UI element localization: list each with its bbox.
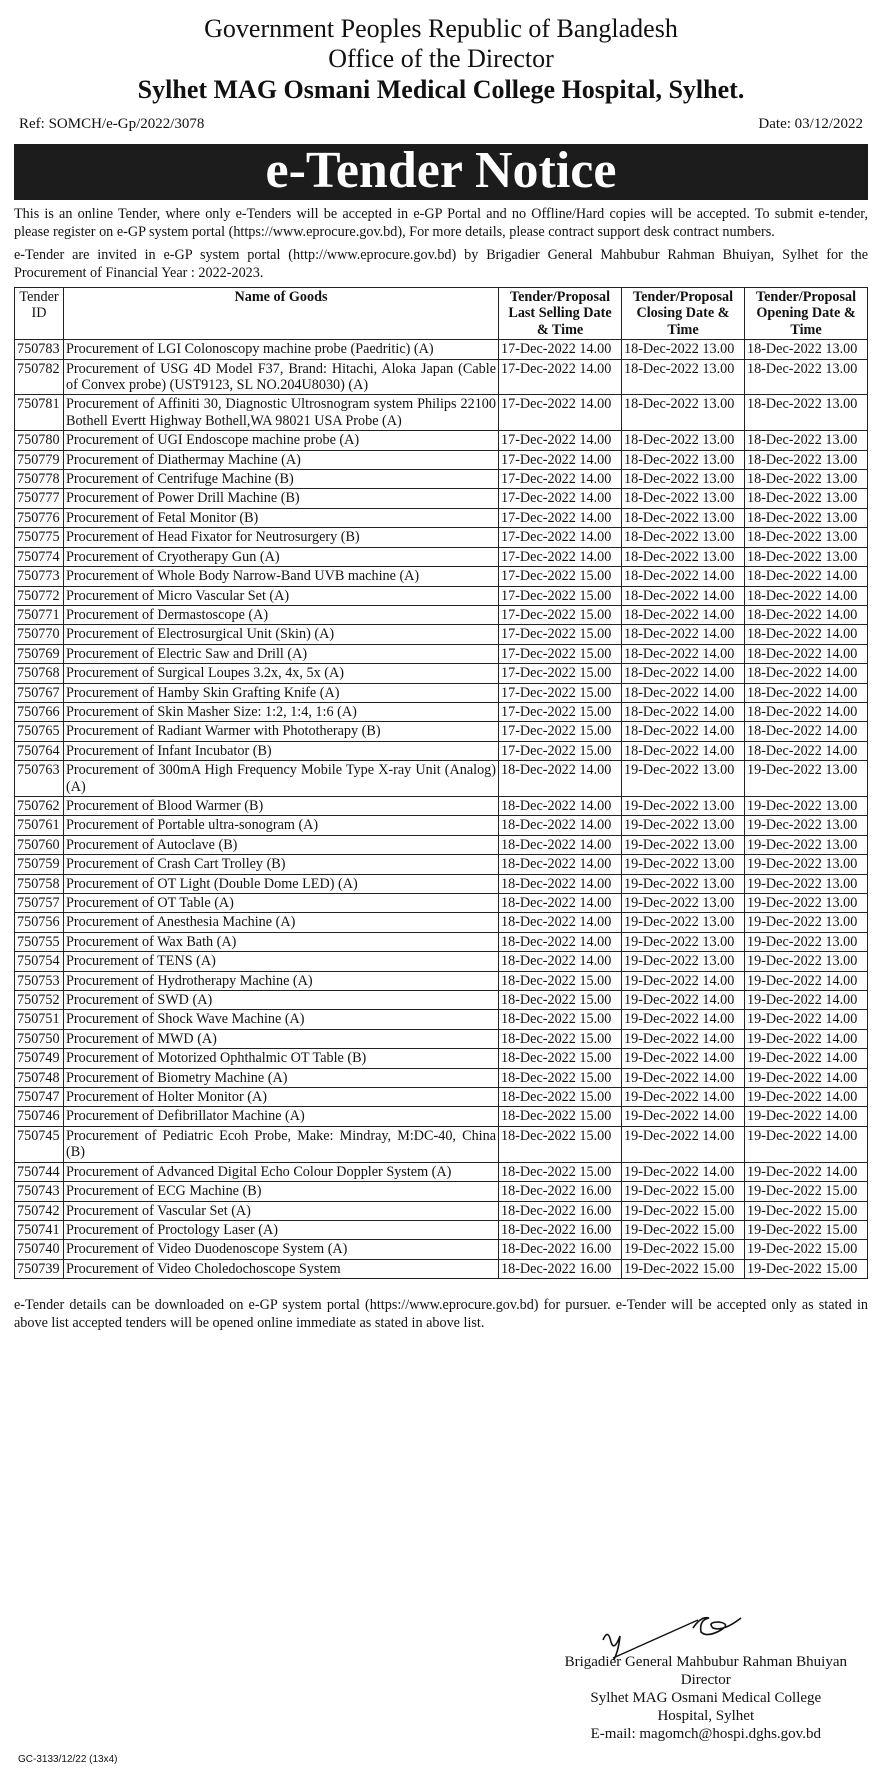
- tender-id-cell: 750741: [15, 1220, 64, 1239]
- last-selling-cell: 17-Dec-2022 14.00: [499, 431, 622, 450]
- tender-id-cell: 750777: [15, 489, 64, 508]
- tender-id-cell: 750762: [15, 796, 64, 815]
- table-row: [15, 450, 868, 469]
- opening-cell: 18-Dec-2022 13.00: [745, 450, 868, 469]
- tender-id-cell: 750775: [15, 528, 64, 547]
- closing-cell: 19-Dec-2022 15.00: [622, 1201, 745, 1220]
- last-selling-cell: 18-Dec-2022 14.00: [499, 796, 622, 815]
- goods-name-cell: Procurement of OT Light (Double Dome LED) (A): [64, 874, 499, 893]
- goods-name-cell: Procurement of Skin Masher Size: 1:2, 1:4, 1:6 (A): [64, 702, 499, 721]
- closing-cell: 18-Dec-2022 14.00: [622, 644, 745, 663]
- last-selling-cell: 17-Dec-2022 15.00: [499, 644, 622, 663]
- goods-name-cell: Procurement of MWD (A): [64, 1029, 499, 1048]
- opening-cell: 19-Dec-2022 14.00: [745, 1010, 868, 1029]
- opening-cell: 19-Dec-2022 14.00: [745, 971, 868, 990]
- last-selling-cell: 18-Dec-2022 16.00: [499, 1201, 622, 1220]
- last-selling-cell: 17-Dec-2022 15.00: [499, 683, 622, 702]
- closing-cell: 18-Dec-2022 14.00: [622, 567, 745, 586]
- last-selling-cell: 17-Dec-2022 15.00: [499, 664, 622, 683]
- tender-id-cell: 750752: [15, 991, 64, 1010]
- last-selling-cell: 17-Dec-2022 14.00: [499, 508, 622, 527]
- closing-cell: 19-Dec-2022 13.00: [622, 952, 745, 971]
- goods-name-cell: Procurement of Video Choledochoscope System: [64, 1259, 499, 1278]
- opening-cell: 18-Dec-2022 14.00: [745, 664, 868, 683]
- last-selling-cell: 18-Dec-2022 16.00: [499, 1182, 622, 1201]
- last-selling-cell: 18-Dec-2022 16.00: [499, 1259, 622, 1278]
- table-row: [15, 1029, 868, 1048]
- tender-id-cell: 750742: [15, 1201, 64, 1220]
- closing-cell: 19-Dec-2022 15.00: [622, 1182, 745, 1201]
- table-row: [15, 816, 868, 835]
- opening-cell: 18-Dec-2022 13.00: [745, 528, 868, 547]
- goods-name-cell: Procurement of Holter Monitor (A): [64, 1088, 499, 1107]
- opening-cell: 18-Dec-2022 13.00: [745, 359, 868, 395]
- opening-cell: 19-Dec-2022 15.00: [745, 1201, 868, 1220]
- table-row: [15, 431, 868, 450]
- goods-name-cell: Procurement of USG 4D Model F37, Brand: Hitachi, Aloka Japan (Cable of Convex probe) (UST9123, SL NO.204U8030) (A): [64, 359, 499, 395]
- closing-cell: 18-Dec-2022 14.00: [622, 586, 745, 605]
- table-row: [15, 489, 868, 508]
- last-selling-cell: 17-Dec-2022 15.00: [499, 702, 622, 721]
- signatory-name: Brigadier General Mahbubur Rahman Bhuiyan: [564, 1654, 847, 1670]
- closing-cell: 19-Dec-2022 13.00: [622, 796, 745, 815]
- table-row: [15, 1240, 868, 1259]
- last-selling-cell: 18-Dec-2022 15.00: [499, 1068, 622, 1087]
- opening-cell: 19-Dec-2022 13.00: [745, 894, 868, 913]
- table-row: [15, 991, 868, 1010]
- last-selling-cell: 17-Dec-2022 14.00: [499, 470, 622, 489]
- goods-name-cell: Procurement of Micro Vascular Set (A): [64, 586, 499, 605]
- table-row: [15, 952, 868, 971]
- tender-id-cell: 750750: [15, 1029, 64, 1048]
- goods-name-cell: Procurement of Crash Cart Trolley (B): [64, 855, 499, 874]
- tender-id-cell: 750772: [15, 586, 64, 605]
- closing-cell: 19-Dec-2022 14.00: [622, 1029, 745, 1048]
- opening-cell: 19-Dec-2022 15.00: [745, 1240, 868, 1259]
- last-selling-cell: 18-Dec-2022 14.00: [499, 913, 622, 932]
- notice-banner: e-Tender Notice: [14, 144, 868, 200]
- table-row: [15, 932, 868, 951]
- last-selling-cell: 18-Dec-2022 15.00: [499, 1162, 622, 1181]
- goods-name-cell: Procurement of OT Table (A): [64, 894, 499, 913]
- closing-cell: 18-Dec-2022 13.00: [622, 508, 745, 527]
- closing-cell: 18-Dec-2022 14.00: [622, 605, 745, 624]
- goods-name-cell: Procurement of Proctology Laser (A): [64, 1220, 499, 1239]
- last-selling-cell: 18-Dec-2022 14.00: [499, 952, 622, 971]
- table-row: [15, 644, 868, 663]
- table-row: [15, 855, 868, 874]
- closing-cell: 19-Dec-2022 13.00: [622, 874, 745, 893]
- opening-cell: 18-Dec-2022 13.00: [745, 395, 868, 431]
- goods-name-cell: Procurement of Defibrillator Machine (A): [64, 1107, 499, 1126]
- closing-cell: 18-Dec-2022 14.00: [622, 741, 745, 760]
- goods-name-cell: Procurement of TENS (A): [64, 952, 499, 971]
- tender-id-cell: 750779: [15, 450, 64, 469]
- last-selling-cell: 17-Dec-2022 14.00: [499, 450, 622, 469]
- table-row: [15, 359, 868, 395]
- closing-cell: 19-Dec-2022 13.00: [622, 913, 745, 932]
- tender-id-cell: 750745: [15, 1126, 64, 1162]
- last-selling-cell: 17-Dec-2022 14.00: [499, 489, 622, 508]
- goods-name-cell: Procurement of 300mA High Frequency Mobile Type X-ray Unit (Analog) (A): [64, 761, 499, 797]
- closing-cell: 18-Dec-2022 14.00: [622, 683, 745, 702]
- goods-name-cell: Procurement of Whole Body Narrow-Band UVB machine (A): [64, 567, 499, 586]
- closing-cell: 19-Dec-2022 13.00: [622, 835, 745, 854]
- opening-cell: 19-Dec-2022 13.00: [745, 761, 868, 797]
- tender-id-cell: 750747: [15, 1088, 64, 1107]
- last-selling-cell: 18-Dec-2022 15.00: [499, 1029, 622, 1048]
- last-selling-cell: 17-Dec-2022 14.00: [499, 340, 622, 359]
- table-row: [15, 722, 868, 741]
- opening-cell: 19-Dec-2022 14.00: [745, 1126, 868, 1162]
- goods-name-cell: Procurement of Dermastoscope (A): [64, 605, 499, 624]
- header-opening: Tender/Proposal Opening Date & Time: [745, 288, 868, 340]
- header-closing: Tender/Proposal Closing Date & Time: [622, 288, 745, 340]
- table-row: [15, 761, 868, 797]
- opening-cell: 19-Dec-2022 13.00: [745, 913, 868, 932]
- opening-cell: 19-Dec-2022 13.00: [745, 932, 868, 951]
- tender-id-cell: 750776: [15, 508, 64, 527]
- intro-paragraph: This is an online Tender, where only e-Tenders will be accepted in e-GP Portal and no Offline/Hard copies will be accepted. To submit e-tender, please register on e-GP system portal (https://www.eprocure.gov.bd), For more details, please contract support desk contract numbers.: [14, 206, 868, 240]
- closing-cell: 18-Dec-2022 13.00: [622, 528, 745, 547]
- closing-cell: 19-Dec-2022 14.00: [622, 1068, 745, 1087]
- table-row: [15, 683, 868, 702]
- last-selling-cell: 18-Dec-2022 15.00: [499, 1088, 622, 1107]
- table-row: [15, 395, 868, 431]
- goods-name-cell: Procurement of Vascular Set (A): [64, 1201, 499, 1220]
- goods-name-cell: Procurement of Blood Warmer (B): [64, 796, 499, 815]
- opening-cell: 19-Dec-2022 13.00: [745, 835, 868, 854]
- last-selling-cell: 18-Dec-2022 16.00: [499, 1220, 622, 1239]
- closing-cell: 18-Dec-2022 14.00: [622, 625, 745, 644]
- tender-id-cell: 750763: [15, 761, 64, 797]
- last-selling-cell: 17-Dec-2022 14.00: [499, 395, 622, 431]
- table-row: [15, 894, 868, 913]
- opening-cell: 19-Dec-2022 15.00: [745, 1220, 868, 1239]
- last-selling-cell: 17-Dec-2022 15.00: [499, 722, 622, 741]
- table-row: [15, 796, 868, 815]
- goods-name-cell: Procurement of Video Duodenoscope System (A): [64, 1240, 499, 1259]
- goods-name-cell: Procurement of Advanced Digital Echo Colour Doppler System (A): [64, 1162, 499, 1181]
- tender-id-cell: 750758: [15, 874, 64, 893]
- closing-cell: 18-Dec-2022 14.00: [622, 722, 745, 741]
- last-selling-cell: 18-Dec-2022 15.00: [499, 1010, 622, 1029]
- tender-id-cell: 750781: [15, 395, 64, 431]
- tender-table: [14, 287, 868, 1279]
- opening-cell: 19-Dec-2022 14.00: [745, 1162, 868, 1181]
- opening-cell: 19-Dec-2022 14.00: [745, 1029, 868, 1048]
- table-row: [15, 547, 868, 566]
- tender-id-cell: 750740: [15, 1240, 64, 1259]
- table-row: [15, 567, 868, 586]
- closing-cell: 19-Dec-2022 13.00: [622, 761, 745, 797]
- tender-id-cell: 750757: [15, 894, 64, 913]
- goods-name-cell: Procurement of Centrifuge Machine (B): [64, 470, 499, 489]
- last-selling-cell: 17-Dec-2022 15.00: [499, 625, 622, 644]
- closing-cell: 19-Dec-2022 14.00: [622, 1088, 745, 1107]
- table-row: [15, 835, 868, 854]
- table-row: [15, 702, 868, 721]
- opening-cell: 19-Dec-2022 13.00: [745, 855, 868, 874]
- header-tender-id: Tender ID: [15, 288, 64, 340]
- opening-cell: 18-Dec-2022 14.00: [745, 722, 868, 741]
- goods-name-cell: Procurement of Electrosurgical Unit (Skin) (A): [64, 625, 499, 644]
- goods-name-cell: Procurement of Hydrotherapy Machine (A): [64, 971, 499, 990]
- opening-cell: 18-Dec-2022 13.00: [745, 431, 868, 450]
- closing-cell: 18-Dec-2022 14.00: [622, 702, 745, 721]
- tender-id-cell: 750782: [15, 359, 64, 395]
- tender-id-cell: 750746: [15, 1107, 64, 1126]
- notice-date: Date: 03/12/2022: [758, 116, 863, 132]
- government-title: Government Peoples Republic of Bangladesh: [204, 14, 678, 43]
- opening-cell: 18-Dec-2022 14.00: [745, 605, 868, 624]
- hospital-title: Sylhet MAG Osmani Medical College Hospital, Sylhet.: [137, 75, 745, 104]
- closing-cell: 19-Dec-2022 13.00: [622, 855, 745, 874]
- last-selling-cell: 18-Dec-2022 14.00: [499, 874, 622, 893]
- opening-cell: 18-Dec-2022 14.00: [745, 644, 868, 663]
- goods-name-cell: Procurement of Radiant Warmer with Phototherapy (B): [64, 722, 499, 741]
- invitation-paragraph: e-Tender are invited in e-GP system portal (http://www.eprocure.gov.bd) by Brigadier General Mahbubur Rahman Bhuiyan, Sylhet for the Procurement of Financial Year : 2022-2023.: [14, 247, 868, 281]
- table-row: [15, 625, 868, 644]
- closing-cell: 19-Dec-2022 13.00: [622, 932, 745, 951]
- closing-cell: 19-Dec-2022 15.00: [622, 1259, 745, 1278]
- opening-cell: 18-Dec-2022 14.00: [745, 567, 868, 586]
- table-row: [15, 508, 868, 527]
- tender-id-cell: 750767: [15, 683, 64, 702]
- table-row: [15, 1201, 868, 1220]
- table-body: [15, 340, 868, 1279]
- tender-id-cell: 750764: [15, 741, 64, 760]
- signature-block: [565, 1653, 847, 1743]
- signatory-org: Sylhet MAG Osmani Medical College: [590, 1690, 822, 1706]
- tender-id-cell: 750783: [15, 340, 64, 359]
- opening-cell: 18-Dec-2022 13.00: [745, 470, 868, 489]
- goods-name-cell: Procurement of Electric Saw and Drill (A): [64, 644, 499, 663]
- opening-cell: 19-Dec-2022 15.00: [745, 1182, 868, 1201]
- closing-cell: 18-Dec-2022 13.00: [622, 450, 745, 469]
- opening-cell: 18-Dec-2022 14.00: [745, 625, 868, 644]
- last-selling-cell: 18-Dec-2022 14.00: [499, 761, 622, 797]
- opening-cell: 19-Dec-2022 15.00: [745, 1259, 868, 1278]
- last-selling-cell: 17-Dec-2022 15.00: [499, 605, 622, 624]
- closing-cell: 19-Dec-2022 14.00: [622, 1126, 745, 1162]
- table-row: [15, 605, 868, 624]
- tender-id-cell: 750780: [15, 431, 64, 450]
- goods-name-cell: Procurement of Fetal Monitor (B): [64, 508, 499, 527]
- tender-id-cell: 750761: [15, 816, 64, 835]
- opening-cell: 19-Dec-2022 14.00: [745, 1049, 868, 1068]
- table-row: [15, 1107, 868, 1126]
- tender-id-cell: 750766: [15, 702, 64, 721]
- opening-cell: 18-Dec-2022 14.00: [745, 702, 868, 721]
- table-row: [15, 1220, 868, 1239]
- goods-name-cell: Procurement of Hamby Skin Grafting Knife (A): [64, 683, 499, 702]
- letterhead: [14, 14, 868, 106]
- signatory-title: Director: [680, 1672, 731, 1688]
- closing-cell: 18-Dec-2022 13.00: [622, 340, 745, 359]
- last-selling-cell: 18-Dec-2022 15.00: [499, 971, 622, 990]
- header-last-selling: Tender/Proposal Last Selling Date & Time: [499, 288, 622, 340]
- closing-cell: 19-Dec-2022 14.00: [622, 991, 745, 1010]
- signature-mark: [508, 1600, 848, 1660]
- opening-cell: 19-Dec-2022 14.00: [745, 1088, 868, 1107]
- last-selling-cell: 18-Dec-2022 15.00: [499, 1049, 622, 1068]
- tender-id-cell: 750743: [15, 1182, 64, 1201]
- goods-name-cell: Procurement of Surgical Loupes 3.2x, 4x, 5x (A): [64, 664, 499, 683]
- tender-id-cell: 750756: [15, 913, 64, 932]
- tender-id-cell: 750753: [15, 971, 64, 990]
- table-row: [15, 1162, 868, 1181]
- closing-cell: 19-Dec-2022 13.00: [622, 894, 745, 913]
- goods-name-cell: Procurement of Wax Bath (A): [64, 932, 499, 951]
- opening-cell: 19-Dec-2022 13.00: [745, 874, 868, 893]
- last-selling-cell: 17-Dec-2022 14.00: [499, 528, 622, 547]
- goods-name-cell: Procurement of UGI Endoscope machine probe (A): [64, 431, 499, 450]
- opening-cell: 19-Dec-2022 13.00: [745, 816, 868, 835]
- closing-cell: 18-Dec-2022 13.00: [622, 470, 745, 489]
- table-row: [15, 664, 868, 683]
- table-row: [15, 586, 868, 605]
- tender-id-cell: 750744: [15, 1162, 64, 1181]
- last-selling-cell: 18-Dec-2022 15.00: [499, 1126, 622, 1162]
- table-row: [15, 971, 868, 990]
- goods-name-cell: Procurement of Pediatric Ecoh Probe, Make: Mindray, M:DC-40, China (B): [64, 1126, 499, 1162]
- last-selling-cell: 18-Dec-2022 15.00: [499, 1107, 622, 1126]
- table-row: [15, 1259, 868, 1278]
- last-selling-cell: 18-Dec-2022 14.00: [499, 835, 622, 854]
- tender-id-cell: 750760: [15, 835, 64, 854]
- closing-cell: 19-Dec-2022 14.00: [622, 1162, 745, 1181]
- goods-name-cell: Procurement of Infant Incubator (B): [64, 741, 499, 760]
- reference-number: Ref: SOMCH/e-Gp/2022/3078: [19, 116, 205, 132]
- closing-cell: 19-Dec-2022 14.00: [622, 1049, 745, 1068]
- table-row: [15, 874, 868, 893]
- last-selling-cell: 18-Dec-2022 14.00: [499, 855, 622, 874]
- last-selling-cell: 17-Dec-2022 15.00: [499, 586, 622, 605]
- tender-id-cell: 750759: [15, 855, 64, 874]
- goods-name-cell: Procurement of ECG Machine (B): [64, 1182, 499, 1201]
- opening-cell: 19-Dec-2022 13.00: [745, 952, 868, 971]
- tender-id-cell: 750770: [15, 625, 64, 644]
- goods-name-cell: Procurement of LGI Colonoscopy machine probe (Paedritic) (A): [64, 340, 499, 359]
- last-selling-cell: 17-Dec-2022 15.00: [499, 567, 622, 586]
- goods-name-cell: Procurement of Diathermay Machine (A): [64, 450, 499, 469]
- goods-name-cell: Procurement of Motorized Ophthalmic OT Table (B): [64, 1049, 499, 1068]
- tender-id-cell: 750773: [15, 567, 64, 586]
- closing-cell: 18-Dec-2022 13.00: [622, 359, 745, 395]
- last-selling-cell: 18-Dec-2022 14.00: [499, 932, 622, 951]
- tender-id-cell: 750778: [15, 470, 64, 489]
- signatory-org-location: Hospital, Sylhet: [657, 1708, 755, 1724]
- last-selling-cell: 17-Dec-2022 14.00: [499, 547, 622, 566]
- table-row: [15, 528, 868, 547]
- goods-name-cell: Procurement of Shock Wave Machine (A): [64, 1010, 499, 1029]
- closing-cell: 19-Dec-2022 14.00: [622, 971, 745, 990]
- last-selling-cell: 17-Dec-2022 15.00: [499, 741, 622, 760]
- table-row: [15, 1088, 868, 1107]
- goods-name-cell: Procurement of Power Drill Machine (B): [64, 489, 499, 508]
- opening-cell: 18-Dec-2022 13.00: [745, 508, 868, 527]
- office-title: Office of the Director: [328, 44, 554, 73]
- closing-cell: 18-Dec-2022 13.00: [622, 431, 745, 450]
- last-selling-cell: 18-Dec-2022 14.00: [499, 816, 622, 835]
- tender-id-cell: 750755: [15, 932, 64, 951]
- opening-cell: 18-Dec-2022 13.00: [745, 489, 868, 508]
- opening-cell: 19-Dec-2022 14.00: [745, 991, 868, 1010]
- closing-cell: 19-Dec-2022 14.00: [622, 1010, 745, 1029]
- reference-row: [19, 116, 863, 138]
- opening-cell: 19-Dec-2022 14.00: [745, 1107, 868, 1126]
- last-selling-cell: 18-Dec-2022 16.00: [499, 1240, 622, 1259]
- table-row: [15, 1126, 868, 1162]
- opening-cell: 18-Dec-2022 14.00: [745, 586, 868, 605]
- last-selling-cell: 17-Dec-2022 14.00: [499, 359, 622, 395]
- closing-cell: 19-Dec-2022 13.00: [622, 816, 745, 835]
- closing-cell: 18-Dec-2022 13.00: [622, 395, 745, 431]
- last-selling-cell: 18-Dec-2022 14.00: [499, 894, 622, 913]
- goods-name-cell: Procurement of Affiniti 30, Diagnostic Ultrosnogram system Philips 22100 Bothell Evertt Highway Bothell,WA 98021 USA Probe (A): [64, 395, 499, 431]
- closing-cell: 19-Dec-2022 15.00: [622, 1240, 745, 1259]
- table-header-row: [15, 288, 868, 340]
- opening-cell: 19-Dec-2022 13.00: [745, 796, 868, 815]
- opening-cell: 18-Dec-2022 13.00: [745, 547, 868, 566]
- tender-id-cell: 750774: [15, 547, 64, 566]
- table-row: [15, 340, 868, 359]
- table-row: [15, 1068, 868, 1087]
- tender-id-cell: 750768: [15, 664, 64, 683]
- goods-name-cell: Procurement of Anesthesia Machine (A): [64, 913, 499, 932]
- last-selling-cell: 18-Dec-2022 15.00: [499, 991, 622, 1010]
- opening-cell: 18-Dec-2022 14.00: [745, 741, 868, 760]
- table-row: [15, 913, 868, 932]
- opening-cell: 19-Dec-2022 14.00: [745, 1068, 868, 1087]
- closing-cell: 18-Dec-2022 13.00: [622, 547, 745, 566]
- footer-paragraph: e-Tender details can be downloaded on e-GP system portal (https://www.eprocure.gov.bd) for pursuer. e-Tender will be accepted only as stated in above list accepted tenders will be opened online immediate as stated in above list.: [14, 1297, 868, 1331]
- tender-id-cell: 750771: [15, 605, 64, 624]
- table-row: [15, 1010, 868, 1029]
- table-row: [15, 1182, 868, 1201]
- tender-id-cell: 750769: [15, 644, 64, 663]
- gc-code: GC-3133/12/22 (13x4): [18, 1754, 118, 1765]
- opening-cell: 18-Dec-2022 14.00: [745, 683, 868, 702]
- goods-name-cell: Procurement of Cryotherapy Gun (A): [64, 547, 499, 566]
- closing-cell: 19-Dec-2022 15.00: [622, 1220, 745, 1239]
- table-row: [15, 741, 868, 760]
- goods-name-cell: Procurement of Head Fixator for Neutrosurgery (B): [64, 528, 499, 547]
- tender-id-cell: 750751: [15, 1010, 64, 1029]
- goods-name-cell: Procurement of Biometry Machine (A): [64, 1068, 499, 1087]
- tender-id-cell: 750765: [15, 722, 64, 741]
- tender-id-cell: 750739: [15, 1259, 64, 1278]
- closing-cell: 19-Dec-2022 14.00: [622, 1107, 745, 1126]
- goods-name-cell: Procurement of Autoclave (B): [64, 835, 499, 854]
- goods-name-cell: Procurement of Portable ultra-sonogram (A): [64, 816, 499, 835]
- signatory-email: E-mail: magomch@hospi.dghs.gov.bd: [590, 1726, 821, 1742]
- tender-id-cell: 750754: [15, 952, 64, 971]
- header-name-of-goods: Name of Goods: [64, 288, 499, 340]
- closing-cell: 18-Dec-2022 14.00: [622, 664, 745, 683]
- tender-id-cell: 750748: [15, 1068, 64, 1087]
- opening-cell: 18-Dec-2022 13.00: [745, 340, 868, 359]
- table-row: [15, 1049, 868, 1068]
- goods-name-cell: Procurement of SWD (A): [64, 991, 499, 1010]
- table-row: [15, 470, 868, 489]
- tender-id-cell: 750749: [15, 1049, 64, 1068]
- closing-cell: 18-Dec-2022 13.00: [622, 489, 745, 508]
